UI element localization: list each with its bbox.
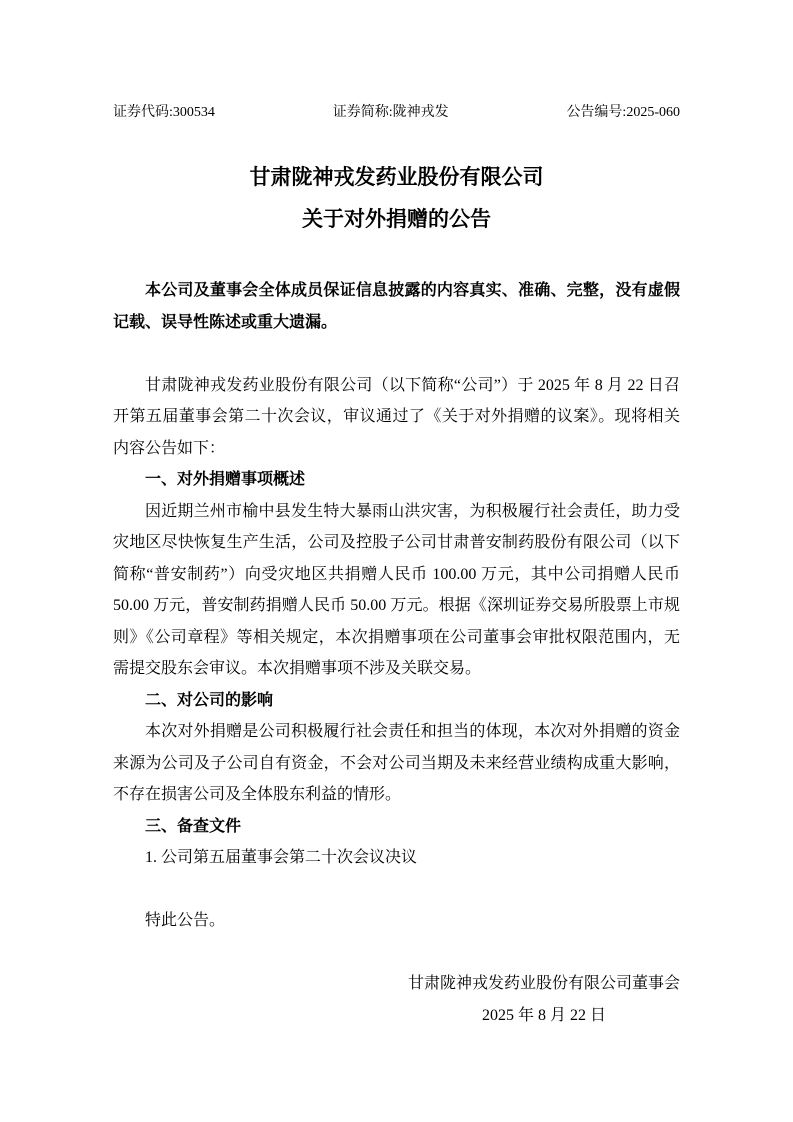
document-header: [113, 103, 680, 123]
document-content: [113, 0, 680, 1031]
section-2-heading: 二、对公司的影响: [145, 691, 274, 709]
section-2-body: 本次对外捐赠是公司积极履行社会责任和担当的体现，本次对外捐赠的资金来源为公司及子公司自有资金，不会对公司当期及未来经营业绩构成重大影响，不存在损害公司及全体股东利益的情形。: [113, 723, 680, 803]
signature-date: 2025 年 8 月 22 日: [481, 1006, 606, 1024]
spacer: [113, 338, 680, 370]
signature-block: [113, 968, 680, 1031]
closing-statement: 特此公告。: [145, 912, 226, 929]
section-1-body: 因近期兰州市榆中县发生特大暴雨山洪灾害，为积极履行社会责任，助力受灾地区尽快恢复生产生活，公司及控股子公司甘肃普安制药股份有限公司（以下简称“普安制药”）向受灾地区共捐赠人民币 100.00 万元，其中公司捐赠人民币 50.00 万元，普安制药捐赠人民币 50.00 万元。根据《深圳证券交易所股票上市规则》《公司章程》等相关规定，本次捐赠事项在公司董事会审批权限范围内，无需提交股东会审议。本次捐赠事项不涉及关联交易。: [113, 502, 680, 677]
section-3-body: 1. 公司第五届董事会第二十次会议决议: [145, 849, 418, 866]
signature-inner: [408, 968, 680, 1031]
section-3-heading: 三、备查文件: [145, 817, 242, 835]
announcement-number: 公告编号:2025-060: [566, 105, 680, 120]
company-name-title: 甘肃陇神戎发药业股份有限公司: [249, 166, 544, 189]
intro-paragraph: 甘肃陇神戎发药业股份有限公司（以下简称“公司”）于 2025 年 8 月 22 日召开第五届董事会第二十次会议，审议通过了《关于对外捐赠的议案》。现将相关内容公告如下：: [113, 376, 680, 457]
spacer: [113, 874, 680, 906]
signature-company: 甘肃陇神戎发药业股份有限公司董事会: [407, 975, 680, 992]
section-1-heading: 一、对外捐赠事项概述: [145, 471, 306, 488]
announcement-title: 关于对外捐赠的公告: [302, 208, 491, 231]
stock-code: 证券代码:300534: [113, 105, 215, 120]
spacer: [113, 937, 680, 969]
declaration-statement: 本公司及董事会全体成员保证信息披露的内容真实、准确、完整，没有虚假记载、误导性陈述或重大遗漏。: [113, 282, 680, 331]
stock-name: 证券简称:陇神戎发: [332, 105, 449, 120]
